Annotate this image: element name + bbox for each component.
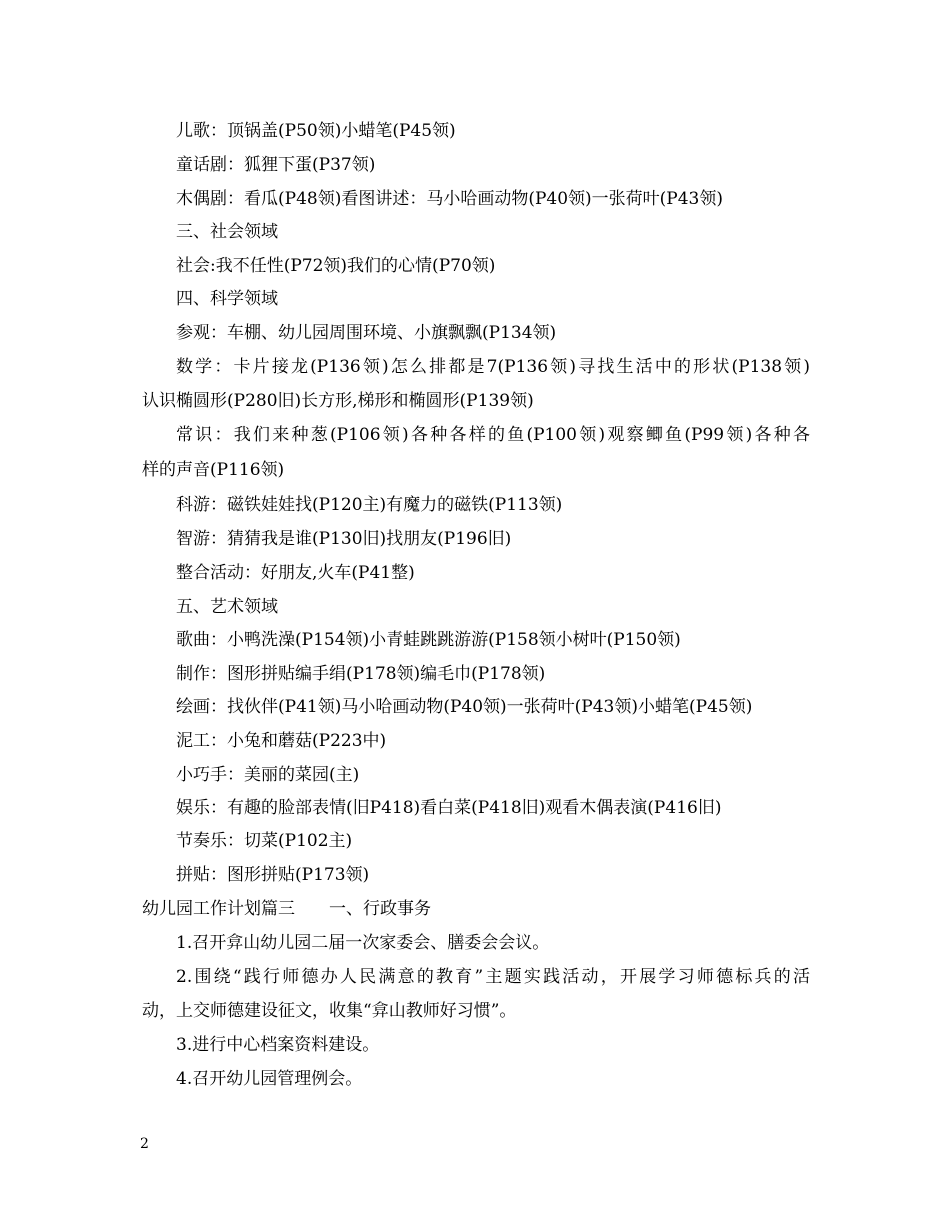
text-line: 童话剧：狐狸下蛋(P37领): [176, 155, 376, 175]
text-line: 泥工：小兔和蘑菇(P223中): [176, 731, 387, 751]
text-line: 动，上交师德建设征文，收集“弇山教师好习惯”。: [142, 1001, 517, 1021]
text-line: 制作：图形拼贴编手绢(P178领)编毛巾(P178领): [176, 664, 546, 684]
text-line: 娱乐：有趣的脸部表情(旧P418)看白菜(P418旧)观看木偶表演(P416旧): [176, 798, 722, 818]
section-heading: 三、社会领域: [176, 222, 278, 242]
text-line: 绘画：找伙伴(P41领)马小哈画动物(P40领)一张荷叶(P43领)小蜡笔(P45领): [176, 697, 753, 717]
text-line: 3.进行中心档案资料建设。: [176, 1035, 380, 1055]
text-line: 样的声音(P116领): [142, 460, 285, 480]
page-number: 2: [140, 1136, 149, 1152]
text-line: 4.召开幼儿园管理例会。: [176, 1069, 363, 1089]
text-line: 科游：磁铁娃娃找(P120主)有魔力的磁铁(P113领): [176, 495, 563, 515]
section-heading: 幼儿园工作计划篇三 一、行政事务: [142, 899, 431, 919]
section-heading: 四、科学领域: [176, 289, 278, 309]
section-heading: 五、艺术领域: [176, 597, 278, 617]
text-line: 歌曲：小鸭洗澡(P154领)小青蛙跳跳游游(P158领小树叶(P150领): [176, 630, 681, 650]
text-line: 参观：车棚、幼儿园周围环境、小旗飘飘(P134领): [176, 323, 557, 343]
text-line: 木偶剧：看瓜(P48领)看图讲述：马小哈画动物(P40领)一张荷叶(P43领): [176, 189, 724, 209]
text-line: 儿歌：顶锅盖(P50领)小蜡笔(P45领): [176, 121, 456, 141]
text-line: 1.召开弇山幼儿园二届一次家委会、膳委会会议。: [176, 933, 550, 953]
text-line: 整合活动：好朋友,火车(P41整): [176, 563, 415, 583]
text-line: 认识椭圆形(P280旧)长方形,梯形和椭圆形(P139领): [142, 391, 534, 411]
text-line: 常识：我们来种葱(P106领)各种各样的鱼(P100领)观察鲫鱼(P99领)各种各: [176, 425, 810, 445]
text-line: 2.围绕“践行师德办人民满意的教育”主题实践活动，开展学习师德标兵的活: [176, 967, 810, 987]
text-line: 智游：猜猜我是谁(P130旧)找朋友(P196旧): [176, 529, 512, 549]
text-line: 数学：卡片接龙(P136领)怎么排都是7(P136领)寻找生活中的形状(P138领): [176, 357, 810, 377]
text-line: 小巧手：美丽的菜园(主): [176, 765, 360, 785]
text-line: 社会:我不任性(P72领)我们的心情(P70领): [176, 256, 496, 276]
text-line: 拼贴：图形拼贴(P173领): [176, 865, 370, 885]
text-line: 节奏乐：切菜(P102主): [176, 831, 353, 851]
